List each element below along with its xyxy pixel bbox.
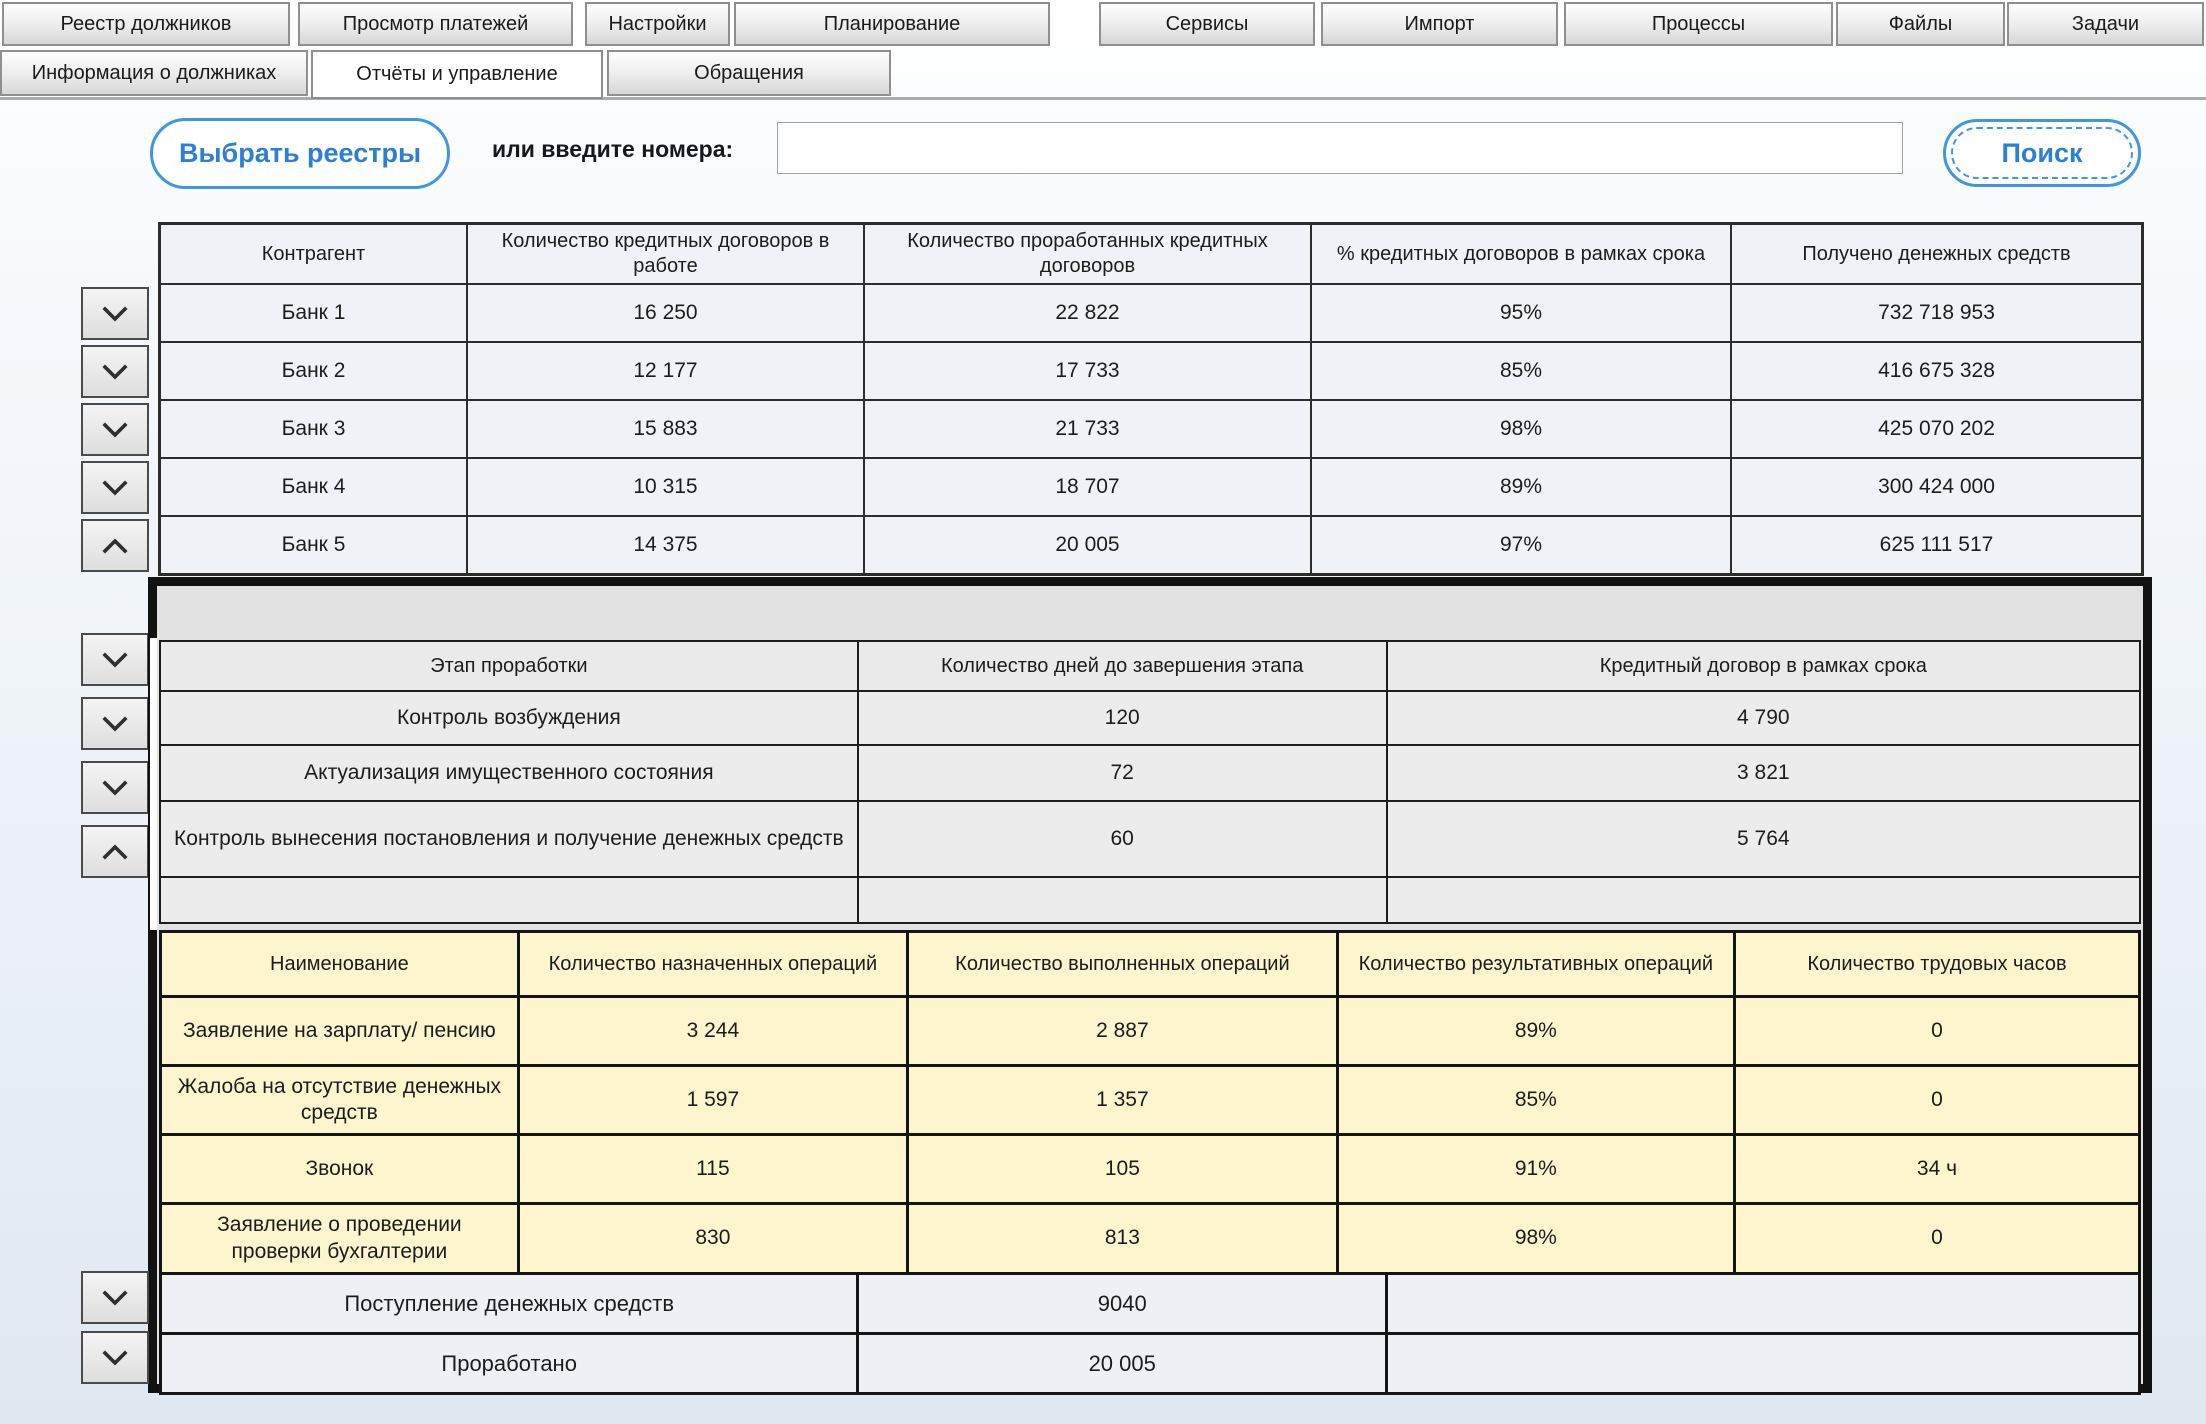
- chevron-down-icon: [101, 1290, 129, 1306]
- expand-bank4-button[interactable]: [81, 461, 149, 514]
- stage-name-cell: [161, 878, 857, 922]
- contracts-in-work-cell: 16 250: [468, 285, 863, 341]
- chevron-down-icon: [101, 716, 129, 732]
- column-header: Этап проработки: [161, 642, 857, 690]
- tab-protsessy[interactable]: Процессы: [1564, 2, 1833, 46]
- contracts-on-time-cell: 4 790: [1388, 692, 2139, 744]
- tab-fayly[interactable]: Файлы: [1836, 2, 2005, 46]
- effective-ops-cell: 91%: [1339, 1136, 1733, 1202]
- operation-name-cell: Звонок: [162, 1136, 517, 1202]
- bank-name-cell: Банк 1: [161, 285, 466, 341]
- summary-value-cell: 9040: [859, 1275, 1385, 1332]
- contracts-in-work-cell: 14 375: [468, 517, 863, 573]
- bank-name-cell: Банк 2: [161, 343, 466, 399]
- contracts-on-time-pct-cell: 98%: [1312, 401, 1730, 457]
- tab-servisy[interactable]: Сервисы: [1099, 2, 1315, 46]
- detail-collapse-button[interactable]: [81, 825, 149, 878]
- select-registries-button[interactable]: Выбрать реестры: [150, 118, 450, 189]
- completed-ops-cell: 105: [909, 1136, 1336, 1202]
- operation-name-cell: Жалоба на отсутствие денежных средств: [162, 1067, 517, 1133]
- days-to-finish-cell: 72: [859, 746, 1386, 800]
- labor-hours-cell: 0: [1736, 998, 2138, 1064]
- tab-otchety-i-upravlenie[interactable]: Отчёты и управление: [311, 50, 603, 99]
- funds-received-cell: 425 070 202: [1732, 401, 2141, 457]
- contracts-on-time-cell: 5 764: [1388, 802, 2139, 876]
- column-header: Получено денежных средств: [1732, 225, 2141, 283]
- chevron-down-icon: [101, 1350, 129, 1366]
- chevron-down-icon: [101, 306, 129, 322]
- completed-ops-cell: 2 887: [909, 998, 1336, 1064]
- chevron-down-icon: [101, 480, 129, 496]
- column-header: Количество результативных операций: [1339, 933, 1733, 995]
- panel-left-scrollbar[interactable]: [150, 638, 157, 930]
- bank-name-cell: Банк 4: [161, 459, 466, 515]
- labor-hours-cell: 0: [1736, 1067, 2138, 1133]
- column-header: Наименование: [162, 933, 517, 995]
- column-header: Количество проработанных кредитных договоров: [865, 225, 1310, 283]
- effective-ops-cell: 85%: [1339, 1067, 1733, 1133]
- days-to-finish-cell: 60: [859, 802, 1386, 876]
- search-button-label: Поиск: [2001, 137, 2083, 168]
- registry-numbers-input[interactable]: [777, 122, 1903, 174]
- detail-expand-button-1[interactable]: [81, 633, 149, 686]
- contracts-on-time-pct-cell: 85%: [1312, 343, 1730, 399]
- contracts-on-time-pct-cell: 97%: [1312, 517, 1730, 573]
- column-header: Количество дней до завершения этапа: [859, 642, 1386, 690]
- bank-name-cell: Банк 3: [161, 401, 466, 457]
- column-header: Количество кредитных договоров в работе: [468, 225, 863, 283]
- contracts-on-time-pct-cell: 95%: [1312, 285, 1730, 341]
- detail-expand-button-2[interactable]: [81, 697, 149, 750]
- expand-bank1-button[interactable]: [81, 287, 149, 340]
- funds-received-cell: 416 675 328: [1732, 343, 2141, 399]
- funds-received-cell: 300 424 000: [1732, 459, 2141, 515]
- contracts-in-work-cell: 15 883: [468, 401, 863, 457]
- funds-received-cell: 732 718 953: [1732, 285, 2141, 341]
- chevron-down-icon: [101, 422, 129, 438]
- chevron-down-icon: [101, 364, 129, 380]
- tab-zadachi[interactable]: Задачи: [2007, 2, 2204, 46]
- effective-ops-cell: 89%: [1339, 998, 1733, 1064]
- days-to-finish-cell: 120: [859, 692, 1386, 744]
- effective-ops-cell: 98%: [1339, 1205, 1733, 1272]
- funds-received-cell: 625 111 517: [1732, 517, 2141, 573]
- contracts-processed-cell: 20 005: [865, 517, 1310, 573]
- contracts-on-time-cell: [1388, 878, 2139, 922]
- assigned-ops-cell: 115: [520, 1136, 906, 1202]
- completed-ops-cell: 1 357: [909, 1067, 1336, 1133]
- labor-hours-cell: 34 ч: [1736, 1136, 2138, 1202]
- expand-bank2-button[interactable]: [81, 345, 149, 398]
- tab-planirovanie[interactable]: Планирование: [734, 2, 1050, 46]
- detail-expand-button-3[interactable]: [81, 761, 149, 814]
- contracts-processed-cell: 18 707: [865, 459, 1310, 515]
- stage-name-cell: Контроль возбуждения: [161, 692, 857, 744]
- assigned-ops-cell: 1 597: [520, 1067, 906, 1133]
- summary-table: [159, 1272, 2141, 1395]
- contractors-table: [158, 222, 2144, 576]
- column-header: Кредитный договор в рамках срока: [1388, 642, 2139, 690]
- operations-table: [159, 930, 2141, 1275]
- summary-label-cell: Поступление денежных средств: [162, 1275, 856, 1332]
- collapse-bank5-button[interactable]: [81, 519, 149, 572]
- summary-label-cell: Проработано: [162, 1335, 856, 1392]
- stage-name-cell: Контроль вынесения постановления и получение денежных средств: [161, 802, 857, 876]
- stages-table: [159, 640, 2141, 924]
- chevron-down-icon: [101, 780, 129, 796]
- bank5-detail-panel: [148, 577, 2152, 1393]
- tab-informatsiya-o-dolzhnikakh[interactable]: Информация о должниках: [0, 50, 308, 96]
- column-header: Количество назначенных операций: [520, 933, 906, 995]
- tab-import[interactable]: Импорт: [1321, 2, 1558, 46]
- summary-empty-cell: [1388, 1335, 2138, 1392]
- summary-empty-cell: [1388, 1275, 2138, 1332]
- chevron-up-icon: [101, 844, 129, 860]
- contracts-on-time-cell: 3 821: [1388, 746, 2139, 800]
- chevron-up-icon: [101, 538, 129, 554]
- contracts-processed-cell: 22 822: [865, 285, 1310, 341]
- assigned-ops-cell: 3 244: [520, 998, 906, 1064]
- tab-nastroyki[interactable]: Настройки: [585, 2, 730, 46]
- expand-incoming-funds-button[interactable]: [81, 1271, 149, 1324]
- completed-ops-cell: 813: [909, 1205, 1336, 1272]
- column-header: Количество трудовых часов: [1736, 933, 2138, 995]
- tab-prosmotr-platezhey[interactable]: Просмотр платежей: [298, 2, 573, 46]
- search-button[interactable]: [1943, 119, 2141, 187]
- column-header: Контрагент: [161, 225, 466, 283]
- expand-bank3-button[interactable]: [81, 403, 149, 456]
- assigned-ops-cell: 830: [520, 1205, 906, 1272]
- contracts-on-time-pct-cell: 89%: [1312, 459, 1730, 515]
- operation-name-cell: Заявление о проведении проверки бухгалтерии: [162, 1205, 517, 1272]
- contracts-processed-cell: 21 733: [865, 401, 1310, 457]
- contracts-processed-cell: 17 733: [865, 343, 1310, 399]
- stage-name-cell: Актуализация имущественного состояния: [161, 746, 857, 800]
- expand-processed-button[interactable]: [81, 1331, 149, 1384]
- summary-value-cell: 20 005: [859, 1335, 1385, 1392]
- column-header: % кредитных договоров в рамках срока: [1312, 225, 1730, 283]
- contracts-in-work-cell: 12 177: [468, 343, 863, 399]
- chevron-down-icon: [101, 652, 129, 668]
- tab-obrashcheniya[interactable]: Обращения: [607, 50, 891, 96]
- contracts-in-work-cell: 10 315: [468, 459, 863, 515]
- bank-name-cell: Банк 5: [161, 517, 466, 573]
- labor-hours-cell: 0: [1736, 1205, 2138, 1272]
- column-header: Количество выполненных операций: [909, 933, 1336, 995]
- operation-name-cell: Заявление на зарплату/ пенсию: [162, 998, 517, 1064]
- days-to-finish-cell: [859, 878, 1386, 922]
- search-input-label: или введите номера:: [492, 136, 734, 162]
- tab-reestr-dolzhnikov[interactable]: Реестр должников: [2, 2, 290, 46]
